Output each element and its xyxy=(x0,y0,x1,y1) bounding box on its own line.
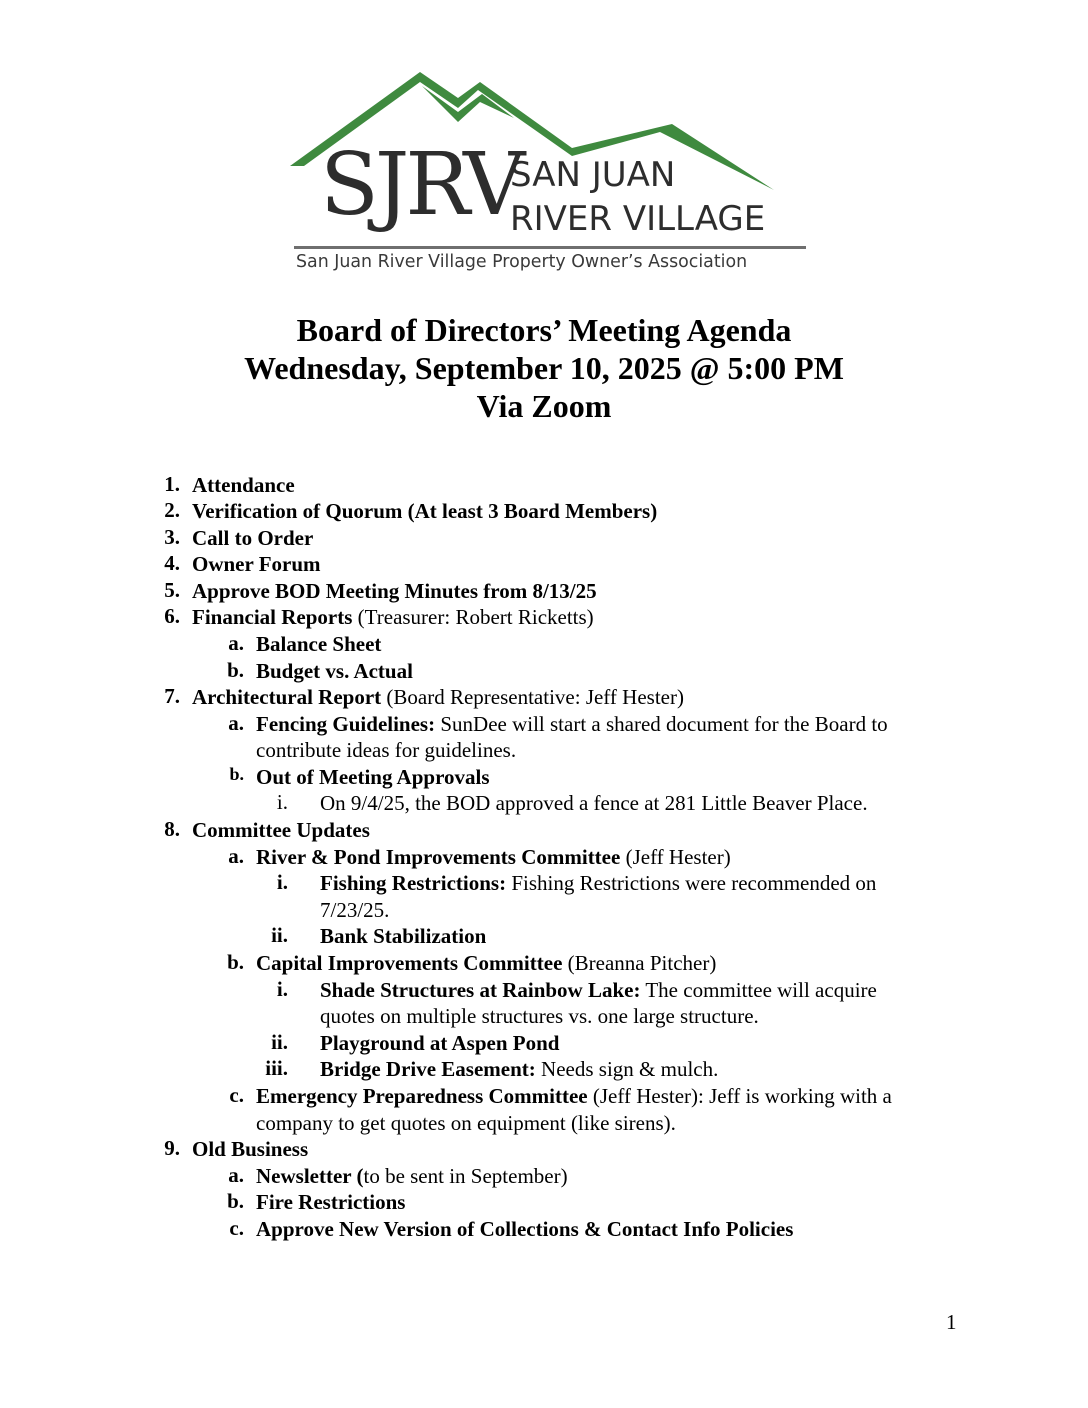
subsubitem-fence-approval: On 9/4/25, the BOD approved a fence at 281 Little Beaver Place. xyxy=(320,791,868,815)
subsubitem-numeral: ii. xyxy=(271,1030,288,1054)
subitem-letter: a. xyxy=(228,631,244,655)
logo-initials: SJRV xyxy=(320,135,522,235)
subitem-continuation: company to get quotes on equipment (like sirens). xyxy=(256,1111,676,1135)
subitem-letter: a. xyxy=(228,844,244,868)
item-number: 3. xyxy=(164,525,180,549)
subsubitem-continuation: quotes on multiple structures vs. one large structure. xyxy=(320,1004,759,1028)
subitem-out-of-meeting-approvals: Out of Meeting Approvals xyxy=(256,765,490,789)
subitem-budget-vs-actual: Budget vs. Actual xyxy=(256,659,413,683)
logo-tagline: San Juan River Village Property Owner’s Association xyxy=(296,252,748,272)
subsubitem-numeral: i. xyxy=(276,790,288,814)
subsubitem-bridge-drive-easement: Bridge Drive Easement: Needs sign & mulch. xyxy=(320,1057,719,1081)
agenda-item-approve-minutes: Approve BOD Meeting Minutes from 8/13/25 xyxy=(192,579,597,603)
meeting-datetime: Wednesday, September 10, 2025 @ 5:00 PM xyxy=(244,350,844,386)
subsubitem-numeral: ii. xyxy=(271,923,288,947)
item-number: 7. xyxy=(164,684,180,708)
agenda-item-call-to-order: Call to Order xyxy=(192,526,314,550)
subsubitem-numeral: i. xyxy=(276,870,288,894)
meeting-location: Via Zoom xyxy=(476,388,612,424)
item-number: 8. xyxy=(164,817,180,841)
item-number: 1. xyxy=(164,472,180,496)
subitem-letter: c. xyxy=(229,1216,244,1240)
logo-name-line1: SAN JUAN xyxy=(510,155,676,195)
agenda-item-old-business: Old Business xyxy=(192,1137,309,1161)
item-number: 9. xyxy=(164,1136,180,1160)
subitem-letter: b. xyxy=(227,950,244,974)
agenda-title: Board of Directors’ Meeting Agenda xyxy=(296,312,792,348)
page-number: 1 xyxy=(946,1310,957,1334)
subsubitem-fishing-restrictions: Fishing Restrictions: Fishing Restrictions were recommended on xyxy=(320,871,877,895)
agenda-item-architectural-report: Architectural Report (Board Representative: Jeff Hester) xyxy=(192,685,684,709)
agenda-item-quorum: Verification of Quorum (At least 3 Board Members) xyxy=(192,499,658,523)
subitem-letter: a. xyxy=(228,711,244,735)
subsubitem-numeral: iii. xyxy=(265,1056,288,1080)
subsubitem-bank-stabilization: Bank Stabilization xyxy=(320,924,487,948)
subitem-approve-policies: Approve New Version of Collections & Contact Info Policies xyxy=(256,1217,794,1241)
subitem-letter: b. xyxy=(227,1189,244,1213)
subitem-river-pond-committee: River & Pond Improvements Committee (Jeff Hester) xyxy=(256,845,731,869)
subitem-letter: b. xyxy=(227,658,244,682)
subitem-fire-restrictions: Fire Restrictions xyxy=(256,1190,406,1214)
subitem-fencing-guidelines: Fencing Guidelines: SunDee will start a shared document for the Board to xyxy=(256,712,888,736)
subsubitem-continuation: 7/23/25. xyxy=(320,898,390,922)
logo-name-line2: RIVER VILLAGE xyxy=(510,199,766,239)
subitem-capital-improvements-committee: Capital Improvements Committee (Breanna Pitcher) xyxy=(256,951,717,975)
item-number: 5. xyxy=(164,578,180,602)
subitem-newsletter: Newsletter (to be sent in September) xyxy=(256,1164,568,1188)
agenda-item-committee-updates: Committee Updates xyxy=(192,818,370,842)
item-number: 4. xyxy=(164,551,180,575)
logo-divider xyxy=(294,246,806,249)
subitem-letter: a. xyxy=(228,1163,244,1187)
subitem-letter: b. xyxy=(229,764,244,784)
agenda-item-financial-reports: Financial Reports (Treasurer: Robert Ricketts) xyxy=(192,605,594,629)
subsubitem-playground-aspen-pond: Playground at Aspen Pond xyxy=(320,1031,560,1055)
subsubitem-shade-structures: Shade Structures at Rainbow Lake: The committee will acquire xyxy=(320,978,877,1002)
item-number: 2. xyxy=(164,498,180,522)
subitem-balance-sheet: Balance Sheet xyxy=(256,632,382,656)
agenda-item-attendance: Attendance xyxy=(192,473,295,497)
subitem-continuation: contribute ideas for guidelines. xyxy=(256,738,517,762)
item-number: 6. xyxy=(164,604,180,628)
subitem-letter: c. xyxy=(229,1083,244,1107)
agenda-item-owner-forum: Owner Forum xyxy=(192,552,321,576)
sjrv-logo xyxy=(282,66,812,280)
subitem-emergency-preparedness: Emergency Preparedness Committee (Jeff Hester): Jeff is working with a xyxy=(256,1084,892,1108)
subsubitem-numeral: i. xyxy=(276,977,288,1001)
